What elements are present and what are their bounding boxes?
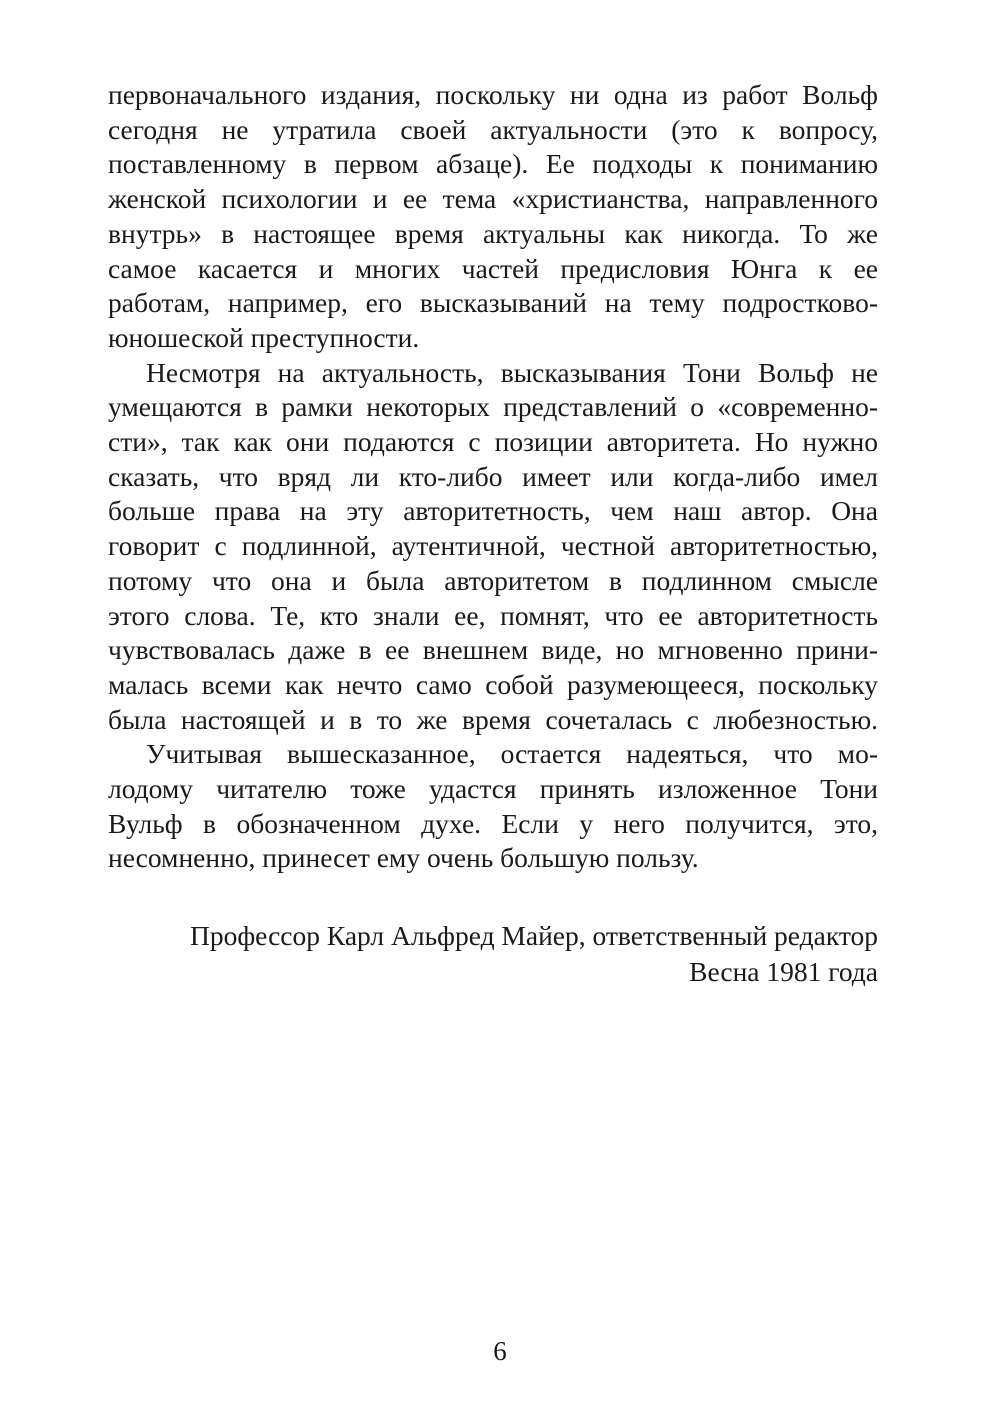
text-line: работам, например, его высказываний на тему подростково- bbox=[108, 287, 878, 319]
page-number: 6 bbox=[493, 1336, 507, 1366]
text-line: Несмотря на актуальность, высказывания Тони Вольф не bbox=[146, 356, 878, 388]
signature-date: Весна 1981 года bbox=[689, 956, 878, 987]
text-line: сегодня не утратила своей актуальности (это к вопросу, bbox=[108, 113, 878, 145]
text-line: чувствовалась даже в ее внешнем виде, но мгновенно прини- bbox=[108, 634, 878, 666]
text-line: самое касается и многих частей предисловия Юнга к ее bbox=[108, 252, 878, 284]
text-line: женской психологии и ее тема «христианства, направленного bbox=[108, 183, 878, 215]
text-line: говорит с подлинной, аутентичной, честной авторитетностью, bbox=[108, 530, 878, 562]
text-line: больше права на эту авторитетность, чем наш автор. Она bbox=[108, 495, 878, 527]
signature-author: Профессор Карл Альфред Майер, ответственный редактор bbox=[190, 920, 878, 951]
text-line: юношеской преступности. bbox=[108, 321, 420, 353]
text-line: была настоящей и в то же время сочеталась с любезностью. bbox=[108, 703, 878, 735]
paragraph-1 bbox=[108, 78, 878, 356]
signature-block bbox=[108, 918, 878, 990]
text-line: первоначального издания, поскольку ни одна из работ Вольф bbox=[108, 79, 878, 110]
text-line: сказать, что вряд ли кто-либо имеет или когда-либо имел bbox=[108, 460, 878, 492]
text-line: лодому читателю тоже удастся принять изложенное Тони bbox=[108, 773, 878, 805]
text-line: потому что она и была авторитетом в подлинном смысле bbox=[108, 564, 878, 596]
text-line: Вульф в обозначенном духе. Если у него получится, это, bbox=[108, 807, 878, 839]
text-line: несомненно, принесет ему очень большую пользу. bbox=[108, 842, 699, 874]
text-line: внутрь» в настоящее время актуальны как никогда. То же bbox=[108, 217, 878, 249]
text-line: этого слова. Те, кто знали ее, помнят, что ее авторитетность bbox=[108, 599, 878, 631]
text-line: поставленному в первом абзаце). Ее подходы к пониманию bbox=[108, 148, 878, 180]
paragraph-2 bbox=[108, 356, 878, 738]
body-text bbox=[108, 78, 878, 876]
text-line: Учитывая вышесказанное, остается надеяться, что мо- bbox=[146, 738, 878, 770]
text-line: умещаются в рамки некоторых представлений о «современно- bbox=[108, 391, 878, 423]
text-line: сти», так как они подаются с позиции авторитета. Но нужно bbox=[108, 426, 878, 458]
text-line: малась всеми как нечто само собой разумеющееся, поскольку bbox=[108, 668, 878, 700]
paragraph-3 bbox=[108, 737, 878, 876]
